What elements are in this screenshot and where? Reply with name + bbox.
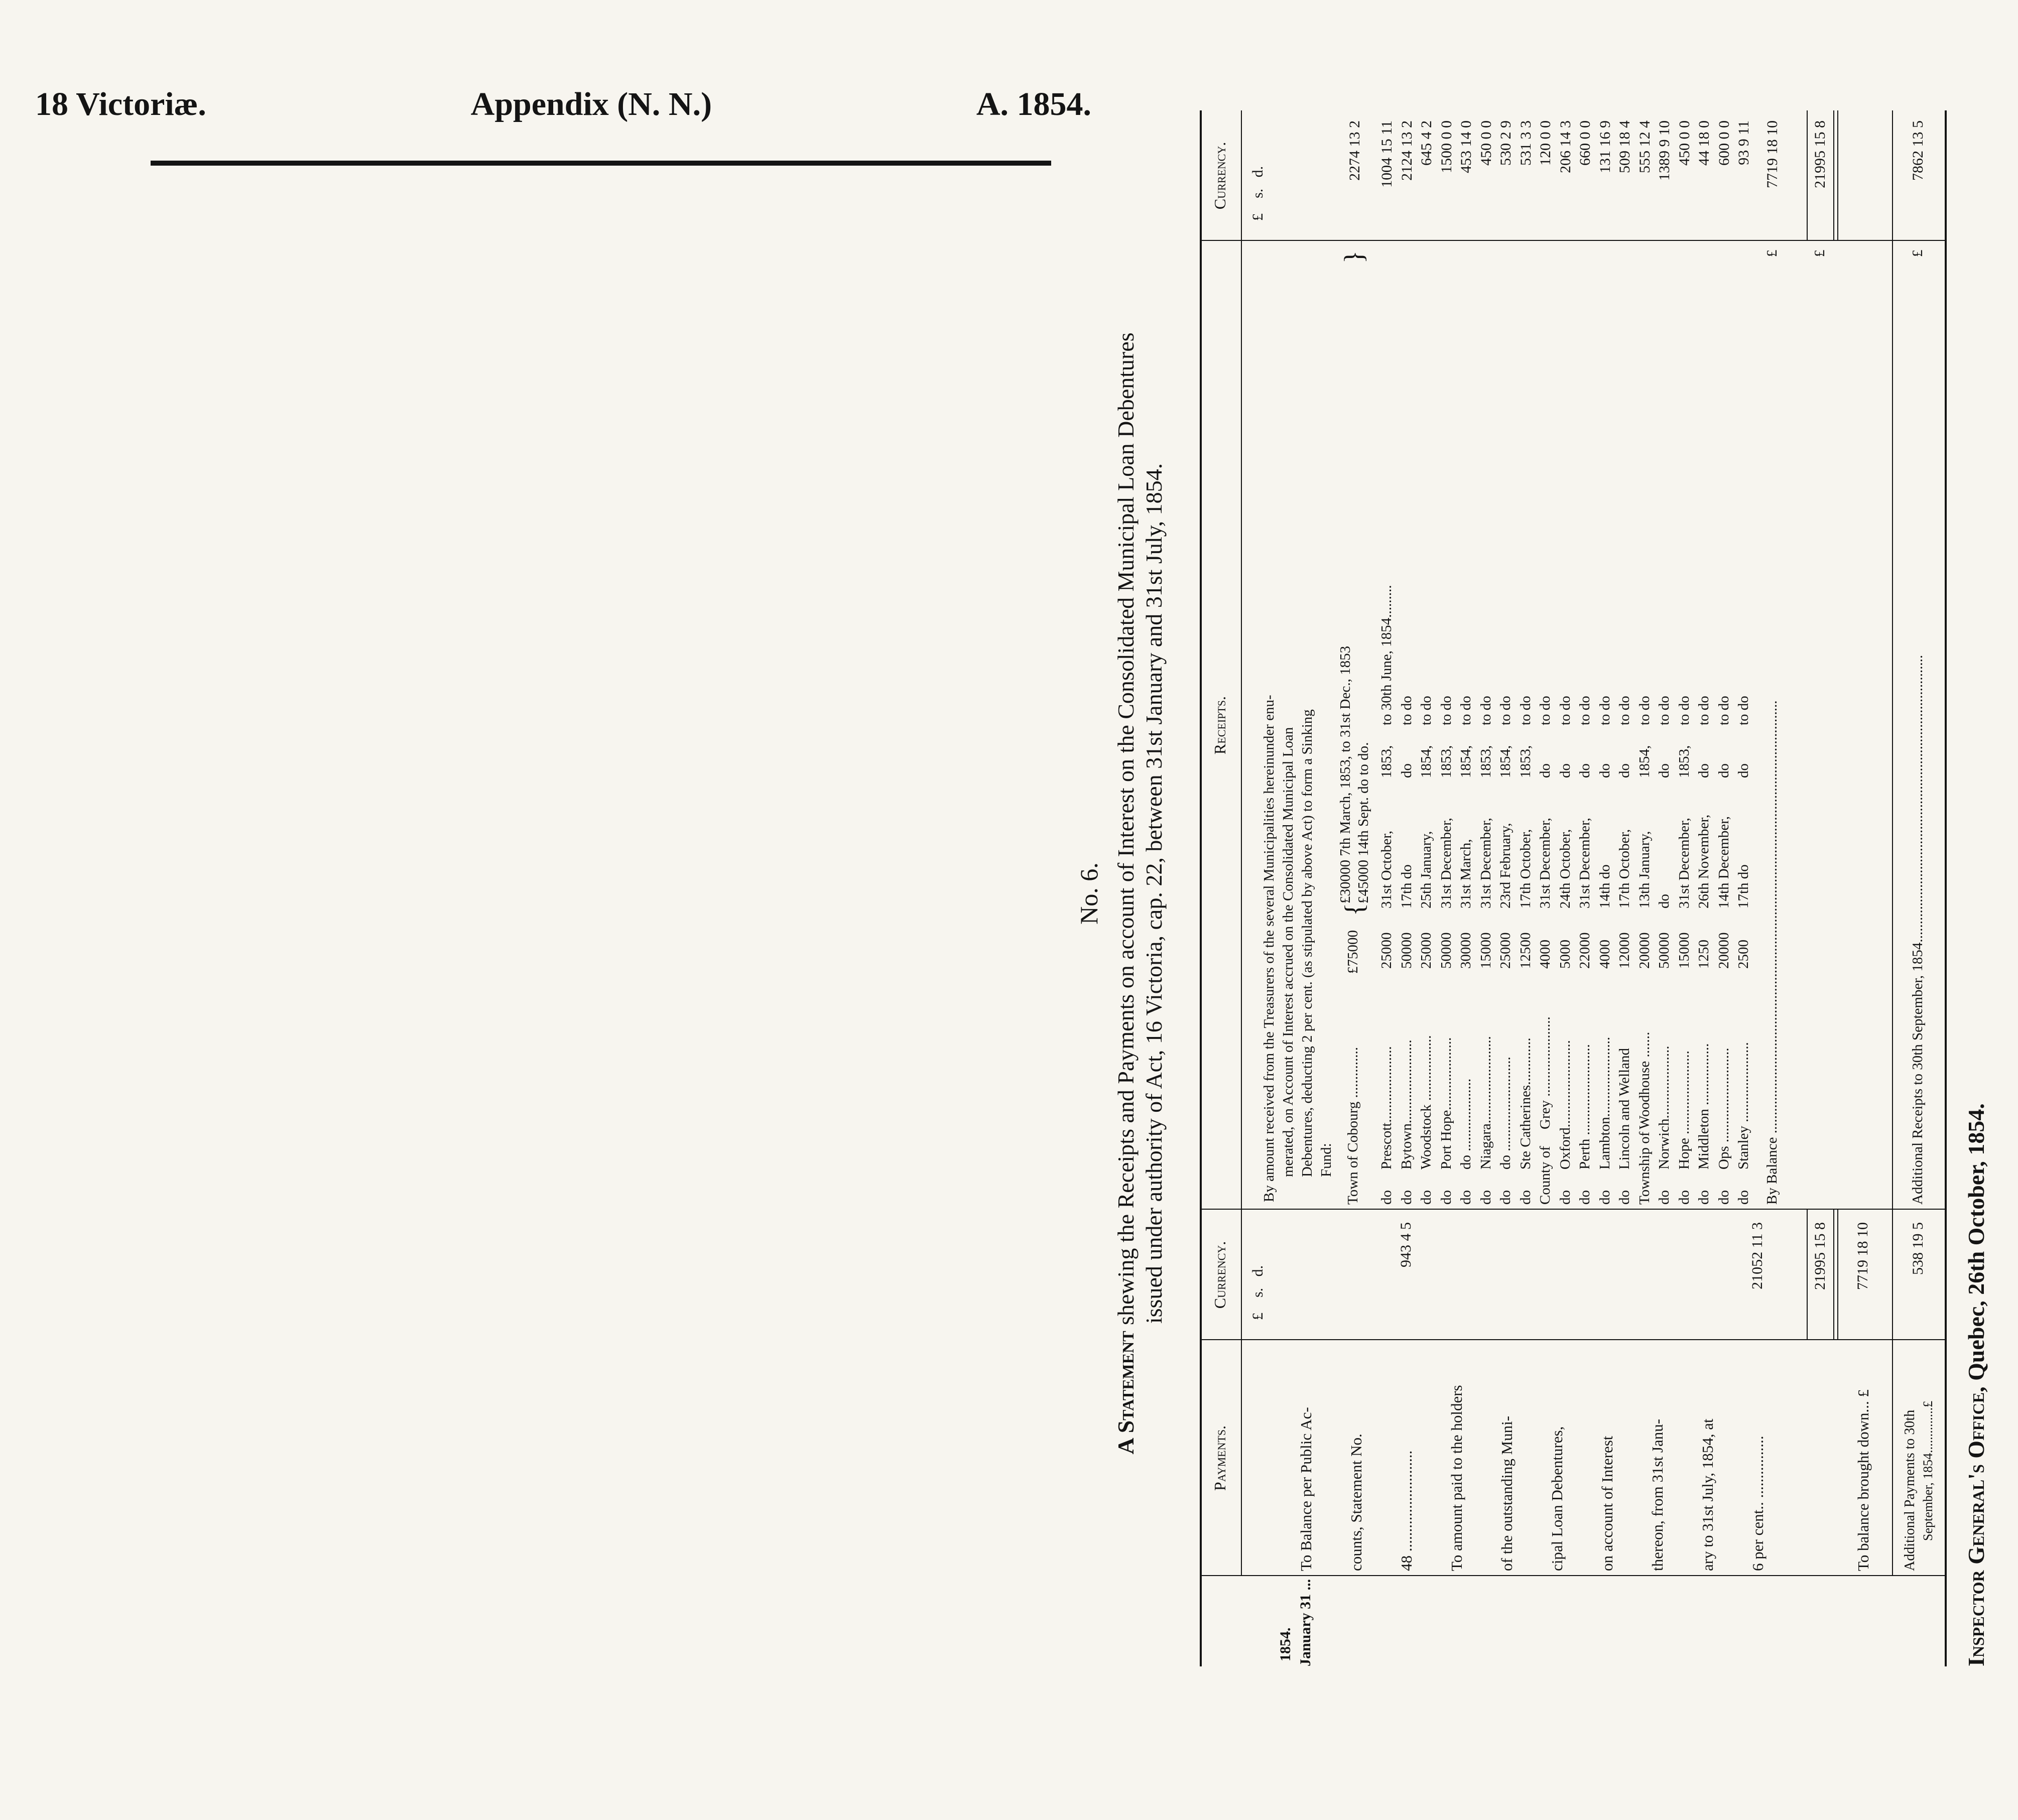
receipt-loan: 50000	[1656, 932, 1672, 969]
balance-label: By Balance .......................................................................................................................	[1764, 700, 1780, 1205]
receipt-from-year: 1854,	[1418, 745, 1434, 778]
receipt-row	[1676, 241, 1694, 1205]
receipt-to-date: to do	[1696, 696, 1712, 725]
receipt-to-date: to do	[1735, 696, 1751, 725]
receipt-prefix: do	[1676, 1190, 1692, 1205]
receipt-prefix: do	[1518, 1190, 1534, 1205]
receipts-intro-line: merated, on Account of Interest accrued on the Consolidated Municipal Loan	[1280, 727, 1296, 1177]
additional-receipts-label: Additional Receipts to 30th September, 1854...............................................................................	[1910, 655, 1926, 1205]
receipt-loan: 12000	[1616, 932, 1632, 969]
receipt-from-date: 17th do	[1399, 864, 1415, 908]
receipts-intro-line: Fund:	[1318, 1143, 1334, 1177]
receipt-amount: 120 0 0	[1537, 120, 1554, 166]
receipt-amount: 44 18 0	[1696, 120, 1712, 166]
receipt-loan: 15000	[1676, 932, 1692, 969]
receipt-from-year: 1853,	[1438, 745, 1454, 778]
receipt-to-date: to do	[1676, 696, 1692, 725]
receipt-to-date: to do	[1458, 696, 1474, 725]
receipts-header: Receipts.	[1211, 696, 1229, 755]
receipts-sum-rule	[1807, 110, 1808, 241]
receipt-loan: 12500	[1518, 932, 1534, 969]
receipts-total-rule	[1833, 110, 1838, 241]
receipts-currency-header: Currency.	[1211, 142, 1229, 210]
receipt-row	[1716, 241, 1734, 1205]
receipt-from-date: do	[1656, 894, 1672, 908]
receipt-municipality: do ..........................	[1497, 1057, 1513, 1169]
receipt-prefix: do	[1399, 1190, 1415, 1205]
receipt-prefix: do	[1557, 1190, 1573, 1205]
receipt-row	[1735, 241, 1753, 1205]
receipt-municipality: Woodstock ..................	[1418, 1035, 1434, 1169]
receipt-from-date: 31st December,	[1577, 818, 1593, 908]
receipt-amount: 450 0 0	[1478, 120, 1494, 166]
receipt-to-date: to do	[1577, 696, 1593, 725]
receipt-loan: 4000	[1537, 940, 1553, 969]
receipt-loan: 22000	[1577, 932, 1593, 969]
receipt-amount: 530 2 9	[1497, 120, 1514, 166]
receipt-from-year: do	[1537, 763, 1553, 778]
receipt-amount: 131 16 9	[1597, 120, 1613, 173]
receipt-municipality: Norwich....................	[1656, 1046, 1672, 1169]
payment-line: counts, Statement No.	[1347, 1434, 1365, 1571]
brought-down-amount: 7719 18 10	[1854, 1222, 1871, 1290]
receipt-prefix: do	[1378, 1190, 1395, 1205]
receipt-to-date: to do	[1636, 696, 1653, 725]
receipt-loan: 30000	[1458, 932, 1474, 969]
receipt-from-date: 31st December,	[1537, 818, 1553, 908]
receipt-loan: 25000	[1418, 932, 1434, 969]
receipt-from-year: 1854,	[1497, 745, 1513, 778]
receipt-municipality: Oxford........................	[1557, 1040, 1573, 1169]
receipt-municipality: Prescott.....................	[1378, 1046, 1395, 1169]
receipt-to-date: to do	[1518, 696, 1534, 725]
cobourg-amount: 2274 13 2	[1346, 120, 1363, 181]
receipt-row	[1537, 241, 1555, 1205]
receipt-from-date: 24th October,	[1557, 829, 1573, 908]
receipt-to-date: to do	[1418, 696, 1434, 725]
receipt-to-date: to do	[1478, 696, 1494, 725]
receipt-to-date: to 30th June, 1854.........	[1378, 585, 1395, 725]
receipt-prefix: do	[1438, 1190, 1454, 1205]
receipt-row	[1438, 241, 1456, 1205]
receipt-from-year: do	[1597, 763, 1613, 778]
receipt-from-year: 1853,	[1378, 745, 1395, 778]
receipt-from-year: do	[1696, 763, 1712, 778]
balance-pound: £	[1764, 249, 1780, 257]
payment-line: of the outstanding Muni-	[1498, 1415, 1516, 1571]
statement-number: No. 6.	[1075, 862, 1103, 925]
header-rule	[151, 161, 1051, 166]
payment-line: 48 ..........................	[1398, 1450, 1415, 1571]
cobourg-label: Town of Cobourg ..............	[1345, 1047, 1361, 1205]
receipts-currency-units: £ s. d.	[1249, 166, 1266, 221]
receipt-prefix: do	[1735, 1190, 1751, 1205]
payment-line: 6 per cent.. ................	[1749, 1436, 1767, 1571]
payments-sum-rule	[1807, 1210, 1808, 1340]
cobourg-line-2: £45000 14th Sept. do to do.	[1355, 742, 1371, 903]
receipt-amount: 531 3 3	[1518, 120, 1534, 166]
receipt-municipality: Woodhouse .......	[1636, 1031, 1653, 1129]
receipt-from-date: 17th October,	[1616, 829, 1632, 908]
receipt-loan: 50000	[1438, 932, 1454, 969]
header-appendix: Appendix (N. N.)	[470, 86, 712, 122]
receipt-amount: 1389 9 10	[1656, 120, 1673, 181]
payment-line: on account of Interest	[1598, 1436, 1616, 1571]
receipt-municipality: Hope .......................	[1676, 1051, 1692, 1169]
receipt-row	[1418, 241, 1436, 1205]
receipt-row	[1399, 241, 1417, 1205]
receipt-amount: 1500 0 0	[1438, 120, 1455, 173]
title-line-1	[1112, 110, 1140, 1676]
payments-currency-units: £ s. d.	[1249, 1265, 1266, 1320]
receipt-prefix: do	[1577, 1190, 1593, 1205]
receipt-from-date: 31st March,	[1458, 839, 1474, 908]
receipt-amount: 453 14 0	[1458, 120, 1474, 173]
left-brace: {	[1339, 903, 1369, 916]
receipt-row	[1458, 241, 1476, 1205]
receipt-from-year: do	[1616, 763, 1632, 778]
receipt-from-year: do	[1656, 763, 1672, 778]
receipt-loan: 15000	[1478, 932, 1494, 969]
payments-balance-amount: 943 4 5	[1398, 1222, 1414, 1267]
receipt-loan: 50000	[1399, 932, 1415, 969]
receipt-amount: 1004 15 11	[1378, 120, 1395, 188]
receipt-municipality: Ops ..........................	[1716, 1048, 1732, 1169]
receipt-row	[1636, 241, 1655, 1205]
balance-amount: 7719 18 10	[1764, 120, 1781, 188]
receipts-total-amount: 21995 15 8	[1812, 120, 1828, 188]
total-pound: £	[1812, 249, 1828, 257]
receipt-to-date: to do	[1497, 696, 1513, 725]
receipt-prefix: do	[1497, 1190, 1513, 1205]
receipt-amount: 600 0 0	[1716, 120, 1732, 166]
receipt-loan: 25000	[1378, 932, 1395, 969]
receipt-from-year: do	[1577, 763, 1593, 778]
right-brace: }	[1339, 250, 1369, 264]
receipt-prefix: do	[1656, 1190, 1672, 1205]
receipt-from-year: do	[1735, 763, 1751, 778]
receipt-row	[1518, 241, 1536, 1205]
receipt-from-date: 14th do	[1597, 864, 1613, 908]
receipt-amount: 2124 13 2	[1399, 120, 1415, 181]
receipt-amount: 450 0 0	[1676, 120, 1693, 166]
cobourg-loan: £75000	[1345, 930, 1361, 974]
receipt-loan: 20000	[1716, 932, 1732, 969]
statement-table	[1200, 110, 1947, 1666]
receipt-prefix: do	[1418, 1190, 1434, 1205]
receipt-amount: 206 14 3	[1557, 120, 1574, 173]
receipt-to-date: to do	[1399, 696, 1415, 725]
receipt-to-date: to do	[1537, 696, 1553, 725]
receipts-intro-line: By amount received from the Treasurers of the several Municipalities hereinunder enu-	[1261, 695, 1277, 1202]
receipt-to-date: to do	[1656, 696, 1672, 725]
receipt-row	[1478, 241, 1496, 1205]
payment-line: cipal Loan Debentures,	[1548, 1426, 1566, 1571]
receipt-to-date: to do	[1438, 696, 1454, 725]
payment-line: To Balance per Public Ac-	[1297, 1407, 1315, 1571]
payment-line: ary to 31st July, 1854, at	[1699, 1418, 1716, 1571]
receipt-amount: 555 12 4	[1636, 120, 1653, 173]
additional-receipts-pound: £	[1910, 249, 1926, 257]
receipt-from-date: 25th January,	[1418, 831, 1434, 908]
receipt-row	[1616, 241, 1634, 1205]
footer-office: Inspector General's Office,	[1963, 1386, 1989, 1666]
receipt-from-date: 14th December,	[1716, 816, 1732, 908]
title-text-1: shewing the Receipts and Payments on account of Interest on the Consolidated Municipal Loan Debentures	[1113, 332, 1139, 1325]
receipt-row	[1597, 241, 1615, 1205]
additional-payments-label-2: September, 1854..............£	[1921, 1400, 1935, 1541]
receipt-from-year: 1853,	[1478, 745, 1494, 778]
payments-total-rule	[1833, 1210, 1838, 1340]
receipt-row	[1656, 241, 1674, 1205]
payments-header: Payments.	[1211, 1425, 1229, 1491]
additional-payments-label-1: Additional Payments to 30th	[1902, 1409, 1918, 1571]
receipt-from-year: do	[1557, 763, 1573, 778]
footer-signature	[1963, 1103, 1989, 1666]
receipt-row	[1696, 241, 1714, 1205]
receipt-loan: 5000	[1557, 940, 1573, 969]
receipt-to-date: to do	[1616, 696, 1632, 725]
receipt-from-date: 23rd February,	[1497, 823, 1513, 908]
receipts-intro-line: Debentures, deducting 2 per cent. (as stipulated by above Act) to form a Sinking	[1299, 709, 1315, 1177]
receipt-from-year: do	[1716, 763, 1732, 778]
additional-payments-amount: 538 19 5	[1910, 1222, 1926, 1275]
receipt-prefix: do	[1616, 1190, 1632, 1205]
receipt-prefix: do	[1458, 1190, 1474, 1205]
receipt-amount: 660 0 0	[1577, 120, 1593, 166]
receipt-from-date: 26th November,	[1696, 814, 1712, 908]
receipt-from-date: 17th October,	[1518, 829, 1534, 908]
receipt-loan: 1250	[1696, 940, 1712, 969]
additional-receipts-amount: 7862 13 5	[1910, 120, 1926, 181]
receipt-from-date: 31st December,	[1676, 818, 1692, 908]
receipt-municipality: Ste Catherines.............	[1518, 1037, 1534, 1169]
title-lead: A Statement	[1113, 1331, 1139, 1455]
rotated-statement	[1074, 90, 2018, 1697]
header-year: A. 1854.	[976, 86, 1091, 122]
receipt-from-year: 1853,	[1676, 745, 1692, 778]
receipt-to-date: to do	[1597, 696, 1613, 725]
receipt-prefix: do	[1478, 1190, 1494, 1205]
receipt-from-year: 1854,	[1458, 745, 1474, 778]
receipt-municipality: Stanley ......................	[1735, 1042, 1751, 1169]
receipt-row	[1557, 241, 1575, 1205]
receipt-row	[1577, 241, 1595, 1205]
receipt-loan: 25000	[1497, 932, 1513, 969]
receipt-prefix: County of	[1537, 1146, 1553, 1205]
receipt-municipality: Perth .........................	[1577, 1044, 1593, 1169]
receipt-municipality: Niagara........................	[1478, 1036, 1494, 1169]
receipt-from-date: 31st December,	[1478, 818, 1494, 908]
footer-place-date: Quebec, 26th October, 1854.	[1963, 1103, 1989, 1381]
receipt-municipality: Lambton......................	[1597, 1036, 1613, 1169]
receipt-municipality: Bytown.......................	[1399, 1039, 1415, 1169]
receipt-amount: 645 4 2	[1418, 120, 1435, 166]
page-header	[35, 85, 1091, 123]
receipt-from-date: 31st December,	[1438, 818, 1454, 908]
receipt-from-date: 13th January,	[1636, 831, 1653, 908]
receipt-to-date: to do	[1716, 696, 1732, 725]
header-underline	[1241, 110, 1242, 1576]
receipt-row	[1497, 241, 1516, 1205]
receipt-municipality: do ....................	[1458, 1078, 1474, 1169]
receipt-from-year: 1853,	[1518, 745, 1534, 778]
receipt-prefix: do	[1696, 1190, 1712, 1205]
receipt-municipality: Middleton .................	[1696, 1043, 1712, 1169]
payments-additional-rule	[1892, 1210, 1893, 1576]
receipt-from-date: 17th do	[1735, 864, 1751, 908]
cobourg-line-1: £30000 7th March, 1853, to 31st Dec., 1853	[1337, 645, 1353, 903]
receipt-row	[1378, 241, 1397, 1205]
date-day: January 31 ...	[1297, 1579, 1314, 1666]
receipt-loan: 20000	[1636, 932, 1653, 969]
receipt-to-date: to do	[1557, 696, 1573, 725]
receipts-additional-rule	[1892, 110, 1893, 1210]
receipt-municipality: Lincoln and Welland	[1616, 1048, 1632, 1169]
date-year: 1854.	[1277, 1627, 1294, 1661]
payment-line: thereon, from 31st Janu-	[1649, 1418, 1666, 1571]
receipt-prefix: do	[1597, 1190, 1613, 1205]
receipt-from-date: 31st October,	[1378, 830, 1395, 908]
payments-currency-header: Currency.	[1211, 1241, 1229, 1309]
receipt-loan: 2500	[1735, 940, 1751, 969]
brought-down-label: To balance brought down... £	[1854, 1389, 1872, 1571]
receipt-municipality: Grey ......................	[1537, 1016, 1553, 1129]
receipt-amount: 93 9 11	[1735, 120, 1752, 165]
receipt-prefix: do	[1716, 1190, 1732, 1205]
payments-paid-amount: 21052 11 3	[1749, 1222, 1765, 1289]
receipt-loan: 4000	[1597, 940, 1613, 969]
title-line-2: issued under authority of Act, 16 Victoria, cap. 22, between 31st January and 31st July, 1854.	[1141, 463, 1167, 1324]
receipt-prefix: Township of	[1636, 1131, 1653, 1205]
receipt-from-year: do	[1399, 763, 1415, 778]
payment-line: To amount paid to the holders	[1448, 1385, 1465, 1571]
statement-title	[1112, 110, 1168, 1676]
receipt-from-year: 1854,	[1636, 745, 1653, 778]
receipt-amount: 509 18 4	[1616, 120, 1633, 173]
column-rule	[1202, 1575, 1945, 1576]
receipt-municipality: Port Hope....................	[1438, 1037, 1454, 1169]
payments-total-amount: 21995 15 8	[1812, 1222, 1828, 1290]
header-session: 18 Victoriæ.	[35, 86, 206, 122]
